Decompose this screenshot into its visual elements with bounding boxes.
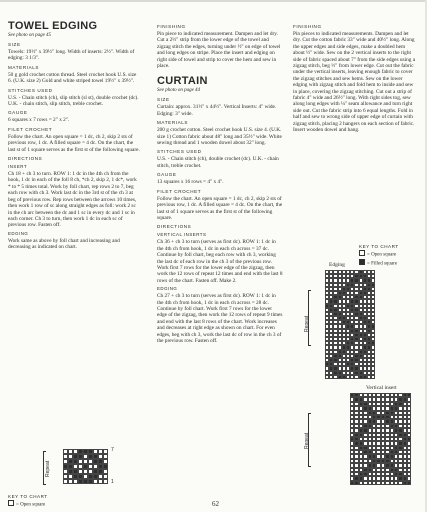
row-number-bottom: 1 bbox=[111, 479, 114, 485]
finishing-heading: FINISHING bbox=[157, 24, 186, 29]
curtain-column bbox=[157, 24, 283, 345]
finishing-text: Pin pieces to indicated measurements. Dampen and let dry. Cut the cotton fabric 33" wide and 40½" long. Along the upper edges and side edges, make a doubled hem about ½" wide. Sew on the 2 vertical inserts to the right side of fabric spaced about 7" from the side edges using a zigzag stitch, beg ½" from lower edge. Cut out the fabric under the vertical inserts, leaving enough fabric to cover the zigzag stitches and sew hems. Sew on the lower edging with zigzag stitch and fold hem to inside and sew in place, covering the zigzag stitching. Cut out a strip of fabric 4" wide and 26½" long. With right sides tog, sew along long edges with ¼" seam allowance and turn right side out. Cut the fabric strip into 6 equal lengths. Fold in half and sew to wrong side of upper edge of curtain with zigzag stitch, placing 2 hangers on each section of fabric. Insert wooden dowel and hang. bbox=[293, 31, 416, 134]
open-square bbox=[371, 375, 375, 379]
insert-heading: INSERT bbox=[8, 164, 28, 170]
directions-heading: DIRECTIONS bbox=[157, 224, 192, 230]
key-open-label: = Open square bbox=[367, 252, 397, 258]
materials-text: 200 g crochet cotton. Steel crochet hook U.S. size 4. (U.K. size 1) Cotton fabric about 48" long and 35½" wide. White sewing thread and 1 wooden dowel about 32" long. bbox=[157, 127, 282, 147]
stitches-heading: STITCHES USED bbox=[157, 149, 202, 155]
key-open bbox=[8, 500, 138, 509]
size-text: Towels: 19½" x 39½" long. Width of inserts: 2½". Width of edging: 3 1/3". bbox=[8, 49, 135, 62]
gauge-heading: GAUGE bbox=[157, 172, 177, 178]
vertical-inserts-heading: VERTICAL INSERTS bbox=[157, 232, 207, 238]
key-open bbox=[359, 250, 423, 259]
finishing-heading: FINISHING bbox=[293, 24, 322, 29]
filet-text: Follow the chart. An open square = 1 dc, ch 2, skip 2 sts of previous row, 1 dc. A filled square = 4 dc. On the chart, the last st of 1 square serves as the first st of the following square. bbox=[8, 133, 140, 153]
vertical-insert-caption: Vertical insert bbox=[366, 385, 397, 391]
vertical-chart-grid bbox=[350, 393, 411, 485]
towel-chart-key bbox=[8, 493, 138, 509]
edging-heading: EDGING bbox=[8, 230, 29, 236]
materials-heading: MATERIALS bbox=[8, 64, 40, 70]
towel-edging-title: TOWEL EDGING bbox=[8, 20, 98, 32]
directions-heading: DIRECTIONS bbox=[8, 156, 43, 162]
key-filled-label: = Filled square bbox=[367, 261, 398, 266]
key-open-label: = Open square bbox=[16, 502, 46, 508]
row-number-top: 7 bbox=[111, 447, 114, 453]
towel-chart-grid bbox=[63, 449, 108, 484]
page-number: 62 bbox=[212, 500, 219, 508]
stitches-text: U.S. - Chain stitch (ch), double crochet (dc). U.K. - chain stitch, treble crochet. bbox=[157, 156, 279, 169]
repeat-label: Repeat bbox=[304, 432, 310, 449]
key-title: KEY TO CHART bbox=[359, 244, 399, 249]
see-photo-note: See photo on page 44 bbox=[157, 88, 201, 94]
edging-heading: EDGING bbox=[157, 286, 178, 292]
filet-heading: FILET CROCHET bbox=[157, 188, 202, 194]
curtain-finishing-column bbox=[293, 24, 417, 135]
filled-square-swatch bbox=[359, 259, 365, 265]
edging-text: Work same as above by foll chart and increasing and decreasing as indicated on chart. bbox=[8, 237, 120, 251]
stitches-heading: STITCHES USED bbox=[8, 87, 53, 93]
page-edge bbox=[0, 0, 427, 2]
gauge-heading: GAUGE bbox=[8, 110, 28, 116]
size-text: Curtain: approx. 31½" x 44½". Vertical Inserts: 4" wide. Edging: 3" wide. bbox=[157, 104, 277, 117]
finishing-text: Pin piece to indicated measurement. Dampen and let dry. Cut a 2½" strip from the lower edge of the towel and zigzag stitch the edges, turning under ½" on edge of towel and long edges on stripe. Place the insert and edging on right side of towel and strip to cover the hem and sew in place. bbox=[157, 31, 281, 70]
vertical-inserts-text: Ch 36 + ch 3 to turn (serves as first dc). ROW 1: 1 dc in the 4th ch from hook, 1 dc in each ch across = 37 dc. Continue by foll chart, beg each row with ch 3, working the last dc of each row in the ch 3 of the previous row. Work first 7 rows for the lower edge of the zigzag, then work the 12 rows of repeat 12 times and end with the last 8 rows of the chart. Fasten off. Make 2. bbox=[157, 239, 283, 284]
insert-text: Ch 18 + ch 3 to turn. ROW 1: 1 dc in the 4th ch from the hook, 1 dc in each of the foll 8 ch, *ch 2, skip 2, 1 dc*, work * to * 5 times total. Work by foll chart, rep rows 2 to 7, beg each row with ch 3. Work last dc in the 3rd st of the ch 3 at beg of previous row. Rep rows between the arrows 10 times, then work 1 row of sc along straight edges as foll: work 2 sc in the ch arc between the dc and 1 sc in every dc and 1 sc in each corner. Ch 3 to turn, then work 1 dc in each sc of previous row. Fasten off. bbox=[8, 171, 137, 229]
filet-heading: FILET CROCHET bbox=[8, 126, 53, 132]
towel-edging-column bbox=[8, 20, 140, 252]
repeat-label: Repeat bbox=[304, 315, 310, 332]
gauge-text: 6 squares x 7 rows = 2" x 2". bbox=[8, 117, 70, 124]
repeat-label: Repeat bbox=[45, 460, 51, 477]
see-photo-note: See photo on page 45 bbox=[8, 33, 52, 38]
materials-heading: MATERIALS bbox=[157, 120, 189, 126]
edging-chart-caption: Edging bbox=[329, 262, 345, 268]
key-title: KEY TO CHART bbox=[8, 494, 48, 499]
edging-chart-grid bbox=[325, 270, 375, 379]
filled-square bbox=[407, 481, 411, 485]
gauge-text: 13 squares x 16 rows = 4" x 4". bbox=[157, 179, 224, 186]
edging-text: Ch 27 + ch 3 to turn (serves as first dc). ROW 1: 1 dc in the 4th ch from hook, 1 dc in each ch across = 28 dc. Continue by foll chart. Work first 7 rows for the lower edge of the zigzag, then work the 12 rows of repeat 9 times and end with the last 8 rows of the chart. Work increases and decreases at right edge as shown on chart. For even edges, beg with ch 3, work the last dc of row in the ch 3 of the previous row. Fasten off. bbox=[157, 293, 283, 344]
filet-text: Follow the chart. An open square = 1 dc, ch 2, skip 2 sts of previous row, 1 dc. A filled square = 4 dc. On the chart, the last st of 1 square serves as the first st of the following square. bbox=[157, 195, 283, 221]
materials-text: 50 g gold crochet cotton thread. Steel crochet hook U.S. size 6. (U.K. size 2) Gold and white striped towel 19½" x 39½". bbox=[8, 71, 137, 85]
size-heading: SIZE bbox=[157, 97, 170, 103]
size-heading: SIZE bbox=[8, 42, 21, 47]
curtain-title: CURTAIN bbox=[157, 75, 208, 88]
open-square-swatch bbox=[359, 250, 365, 256]
curtain-chart-key bbox=[359, 243, 423, 267]
open-square bbox=[103, 479, 108, 484]
towel-insert-chart bbox=[43, 449, 133, 489]
stitches-text: U.S. - Chain stitch (ch), slip stitch (sl st), double crochet (dc). U.K. - chain stitch, slip stitch, treble crochet. bbox=[8, 94, 139, 108]
open-square-swatch bbox=[8, 500, 14, 506]
vertical-insert-chart bbox=[300, 393, 410, 493]
curtain-edging-chart bbox=[300, 270, 380, 385]
key-filled bbox=[359, 259, 423, 268]
